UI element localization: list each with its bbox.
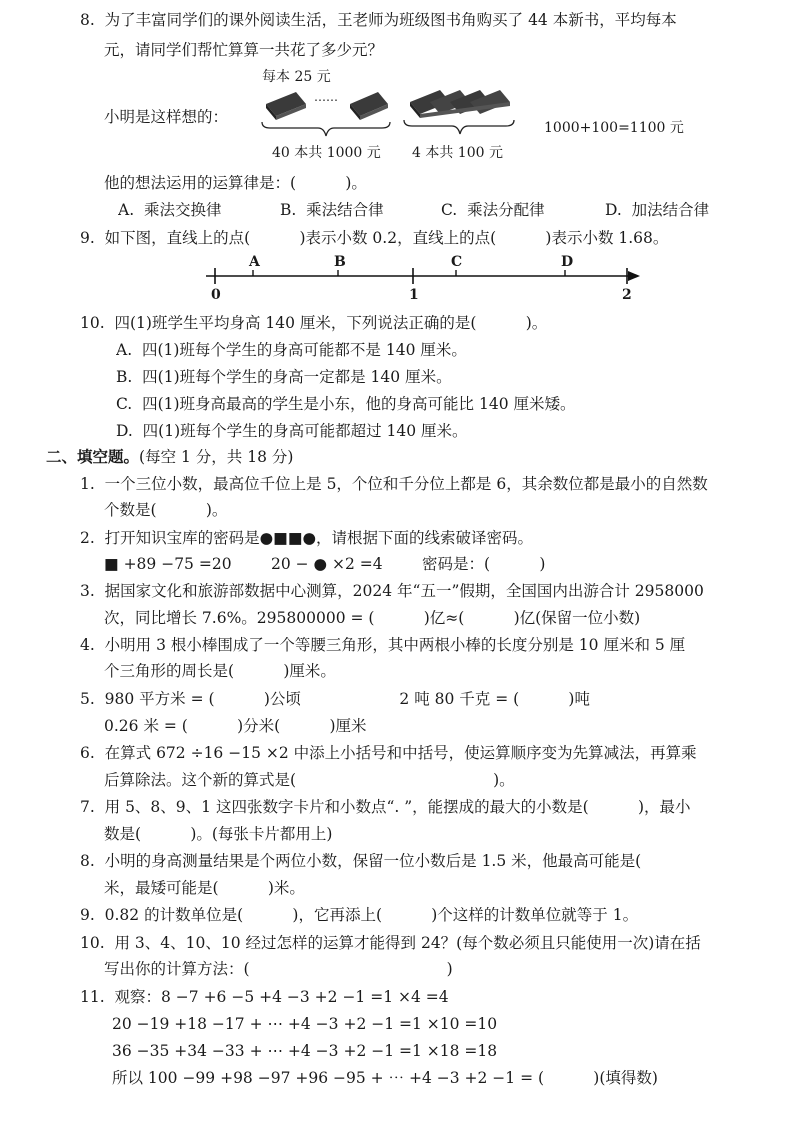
q10-option-b: B. 四(1)班每个学生的身高一定都是 140 厘米。: [116, 368, 452, 386]
q8-option-b: B. 乘法结合律: [280, 201, 384, 219]
point-d-label: D: [561, 254, 574, 270]
fill-11a: 11. 观察：8 −7 +6 −5 +4 −3 +2 −1 =1 ×4 =4: [80, 988, 449, 1006]
fill-1b: 个数是( )。: [104, 501, 228, 519]
equation: 1000+100=1100 元: [544, 120, 684, 136]
tick-2-label: 2: [622, 287, 632, 303]
q8-option-d: D. 加法结合律: [605, 201, 710, 219]
q8-line1: 8. 为了丰富同学们的课外阅读生活，王老师为班级图书角购买了 44 本新书，平均每本: [80, 11, 677, 29]
fill-8a: 8. 小明的身高测量结果是个两位小数，保留一位小数后是 1.5 米，他最高可能是(: [80, 852, 642, 870]
section2-note: (每空 1 分，共 18 分): [139, 448, 294, 466]
fill-2b: ■ +89 −75 =20 20 − ● ×2 =4 密码是：( ): [104, 555, 546, 573]
q10-text: 10. 四(1)班学生平均身高 140 厘米，下列说法正确的是( )。: [80, 314, 548, 332]
fill-9: 9. 0.82 的计数单位是( )，它再添上( )个这样的计数单位就等于 1。: [80, 906, 639, 924]
price-label: 每本 25 元: [262, 69, 331, 85]
point-b-label: B: [334, 254, 346, 270]
fill-1a: 1. 一个三位小数，最高位千位上是 5，个位和千分位上都是 6，其余数位都是最小的自然数: [80, 475, 708, 493]
xiaoming-label: 小明是这样想的：: [104, 108, 229, 126]
point-c-label: C: [451, 254, 463, 270]
fill-3a: 3. 据国家文化和旅游部数据中心测算，2024 年“五一”假期，全国国内出游合计 2958000: [80, 582, 704, 600]
fill-11b: 20 −19 +18 −17 + ⋯ +4 −3 +2 −1 =1 ×10 =10: [112, 1015, 498, 1033]
point-a-label: A: [249, 254, 260, 270]
fill-10b: 写出你的计算方法：( ): [104, 960, 453, 978]
ellipsis: ……: [314, 90, 338, 104]
tick-1-label: 1: [409, 287, 419, 303]
tick-0-label: 0: [211, 287, 221, 303]
group2-label: 4 本共 100 元: [412, 145, 503, 161]
fill-7a: 7. 用 5、8、9、1 这四张数字卡片和小数点“. ”，能摆成的最大的小数是( )，最小: [80, 798, 691, 816]
q10-option-d: D. 四(1)班每个学生的身高可能都超过 140 厘米。: [116, 422, 468, 440]
section2-title: 二、填空题。: [46, 447, 140, 466]
q8-question: 他的想法运用的运算律是：( )。: [104, 174, 367, 192]
fill-6a: 6. 在算式 672 ÷16 −15 ×2 中添上小括号和中括号，使运算顺序变为先算减法，再算乘: [80, 744, 697, 762]
fill-4b: 个三角形的周长是( )厘米。: [104, 662, 336, 680]
section2-heading: [46, 447, 293, 467]
fill-6b: 后算除法。这个新的算式是( )。: [104, 771, 515, 789]
q10-option-c: C. 四(1)班身高最高的学生是小东，他的身高可能比 140 厘米矮。: [116, 395, 576, 413]
fill-7b: 数是( )。(每张卡片都用上): [104, 825, 333, 843]
fill-11d: 所以 100 −99 +98 −97 +96 −95 + ⋯ +4 −3 +2 −1 = ( )(填得数): [112, 1069, 658, 1087]
q8-option-c: C. 乘法分配律: [441, 201, 545, 219]
number-line-arrow: [628, 271, 640, 281]
q10-option-a: A. 四(1)班每个学生的身高可能都不是 140 厘米。: [116, 341, 467, 359]
fill-3b: 次，同比增长 7.6%。295800000 = ( )亿≈( )亿(保留一位小数): [104, 609, 641, 627]
fill-8b: 米，最矮可能是( )米。: [104, 879, 305, 897]
fill-11c: 36 −35 +34 −33 + ⋯ +4 −3 +2 −1 =1 ×18 =18: [112, 1042, 498, 1060]
fill-5a: 5. 980 平方米 = ( )公顷 2 吨 80 千克 = ( )吨: [80, 690, 590, 708]
q9-text: 9. 如下图，直线上的点( )表示小数 0.2，直线上的点( )表示小数 1.68。: [80, 229, 669, 247]
fill-4a: 4. 小明用 3 根小棒围成了一个等腰三角形，其中两根小棒的长度分别是 10 厘米和 5 厘: [80, 636, 686, 654]
fill-10a: 10. 用 3、4、10、10 经过怎样的运算才能得到 24？(每个数必须且只能使用一次)请在括: [80, 934, 701, 952]
q8-line2: 元，请同学们帮忙算算一共花了多少元？: [104, 41, 384, 59]
fill-2a: 2. 打开知识宝库的密码是●■■●，请根据下面的线索破译密码。: [80, 529, 533, 547]
group1-label: 40 本共 1000 元: [272, 145, 381, 161]
q8-option-a: A. 乘法交换律: [118, 201, 222, 219]
fill-5b: 0.26 米 = ( )分米( )厘米: [104, 717, 367, 735]
